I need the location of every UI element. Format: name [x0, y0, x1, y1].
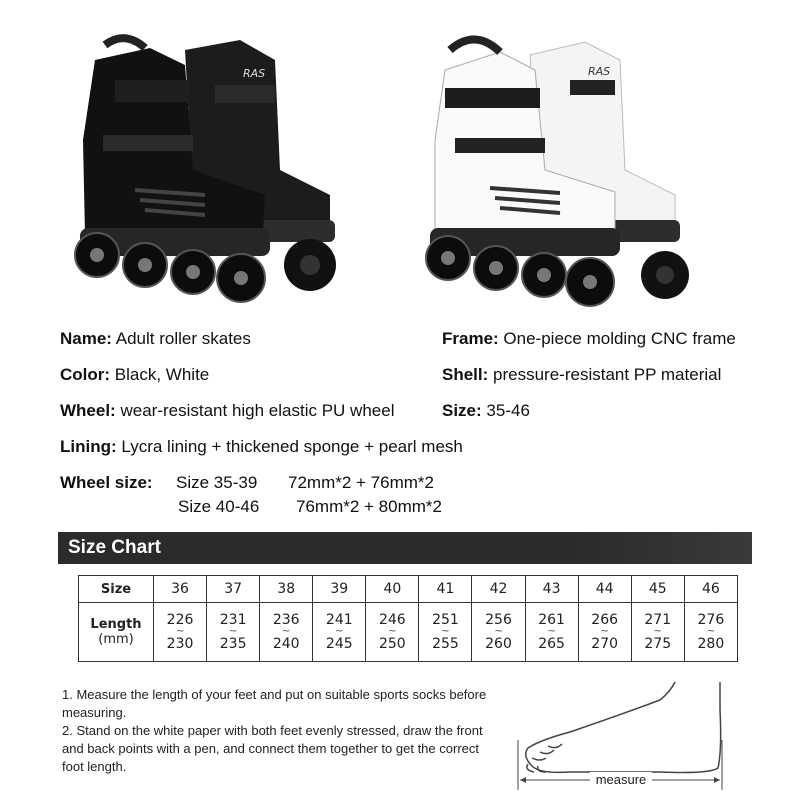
length-min: 261: [538, 612, 565, 628]
length-min: 246: [378, 612, 406, 628]
size-cell: 37: [207, 576, 260, 603]
foot-measure-diagram: [510, 680, 740, 795]
length-max: 270: [591, 636, 619, 652]
length-max: 245: [325, 636, 353, 652]
wheel-size-label: Wheel size:: [60, 473, 153, 492]
length-header-unit: (mm): [98, 632, 134, 647]
range-symbol: ~: [282, 626, 291, 637]
spec-size-label: Size:: [442, 401, 482, 420]
length-max: 230: [166, 636, 194, 652]
length-max: 265: [538, 636, 565, 652]
size-cell: 45: [631, 576, 684, 603]
length-max: 235: [219, 636, 247, 652]
length-cell: [472, 603, 525, 662]
range-symbol: ~: [228, 626, 238, 637]
length-row: [79, 603, 738, 662]
range-symbol: ~: [441, 626, 450, 637]
wheel-size-row: [288, 473, 434, 493]
size-row: [79, 576, 738, 603]
size-table: [78, 575, 738, 662]
size-header: Size: [79, 576, 154, 603]
length-cell: [154, 603, 207, 662]
length-header-label: Length: [90, 617, 142, 632]
wheel-size-row: [176, 473, 257, 493]
size-cell: 46: [684, 576, 737, 603]
spec-shell-value: pressure-resistant PP material: [493, 365, 722, 384]
length-max: 255: [432, 636, 459, 652]
spec-shell: [442, 365, 721, 385]
range-symbol: ~: [335, 626, 344, 637]
size-cell: 43: [525, 576, 578, 603]
size-cell: 40: [366, 576, 419, 603]
length-cell: [207, 603, 260, 662]
measure-instructions: [62, 686, 492, 776]
spec-name-label: Name:: [60, 329, 112, 348]
spec-lining-value: Lycra lining + thickened sponge + pearl mesh: [121, 437, 463, 456]
size-chart-title: Size Chart: [58, 532, 752, 564]
spec-wheel-label: Wheel:: [60, 401, 116, 420]
length-cell: [313, 603, 366, 662]
svg-text:RAS: RAS: [588, 65, 611, 78]
wheel-size-range: Size 35-39: [176, 473, 258, 492]
length-min: 276: [697, 612, 725, 628]
wheel-size-label-wrap: [60, 473, 153, 493]
instruction-2: 2. Stand on the white paper with both feet evenly stressed, draw the front and back points with a pen, and connect them together to get the correct foot length.: [62, 723, 483, 774]
instruction-1: 1. Measure the length of your feet and put on suitable sports socks before measuring.: [62, 687, 487, 720]
length-min: 256: [485, 612, 512, 628]
spec-name: [60, 329, 251, 349]
length-cell: [419, 603, 472, 662]
length-header: [79, 603, 154, 662]
length-min: 231: [219, 612, 247, 628]
wheel-size-row: [178, 497, 259, 517]
spec-frame: [442, 329, 736, 349]
length-cell: [684, 603, 737, 662]
range-symbol: ~: [600, 626, 609, 637]
size-cell: 44: [578, 576, 631, 603]
range-symbol: ~: [388, 626, 397, 637]
size-cell: 36: [154, 576, 207, 603]
length-min: 266: [591, 612, 619, 628]
length-cell: [366, 603, 419, 662]
spec-frame-value: One-piece molding CNC frame: [503, 329, 736, 348]
range-symbol: ~: [547, 626, 556, 637]
size-cell: 41: [419, 576, 472, 603]
length-min: 271: [644, 612, 672, 628]
length-max: 240: [272, 636, 300, 652]
range-symbol: ~: [494, 626, 503, 637]
length-min: 251: [432, 612, 459, 628]
white-skates-photo: [420, 20, 700, 320]
spec-lining: [60, 437, 463, 457]
length-cell: [525, 603, 578, 662]
length-min: 226: [166, 612, 194, 628]
spec-name-value: Adult roller skates: [115, 329, 251, 348]
spec-frame-label: Frame:: [442, 329, 499, 348]
svg-text:RAS: RAS: [243, 67, 266, 80]
spec-size-value: 35-46: [486, 401, 530, 420]
spec-size: [442, 401, 530, 421]
length-max: 280: [697, 636, 725, 652]
spec-shell-label: Shell:: [442, 365, 489, 384]
length-max: 275: [644, 636, 672, 652]
wheel-size-row: [296, 497, 442, 517]
spec-color: [60, 365, 209, 385]
black-skates-photo: [65, 20, 345, 320]
length-cell: [260, 603, 313, 662]
spec-lining-label: Lining:: [60, 437, 117, 456]
range-symbol: ~: [706, 626, 716, 637]
size-cell: 39: [313, 576, 366, 603]
range-symbol: ~: [653, 626, 662, 637]
spec-color-label: Color:: [60, 365, 111, 384]
size-cell: 38: [260, 576, 313, 603]
foot-outline: [526, 682, 721, 773]
spec-color-value: Black, White: [114, 365, 210, 384]
spec-wheel-value: wear-resistant high elastic PU wheel: [120, 401, 395, 420]
length-min: 236: [272, 612, 300, 628]
spec-wheel: [60, 401, 394, 421]
wheel-size-wheels: 72mm*2 + 76mm*2: [288, 473, 434, 492]
length-max: 260: [485, 636, 512, 652]
wheel-size-wheels: 76mm*2 + 80mm*2: [296, 497, 442, 516]
size-cell: 42: [472, 576, 525, 603]
length-min: 241: [325, 612, 353, 628]
range-symbol: ~: [175, 626, 185, 637]
wheel-size-range: Size 40-46: [178, 497, 260, 516]
measure-label: measure: [595, 772, 647, 787]
length-cell: [631, 603, 684, 662]
length-cell: [578, 603, 631, 662]
length-max: 250: [378, 636, 406, 652]
